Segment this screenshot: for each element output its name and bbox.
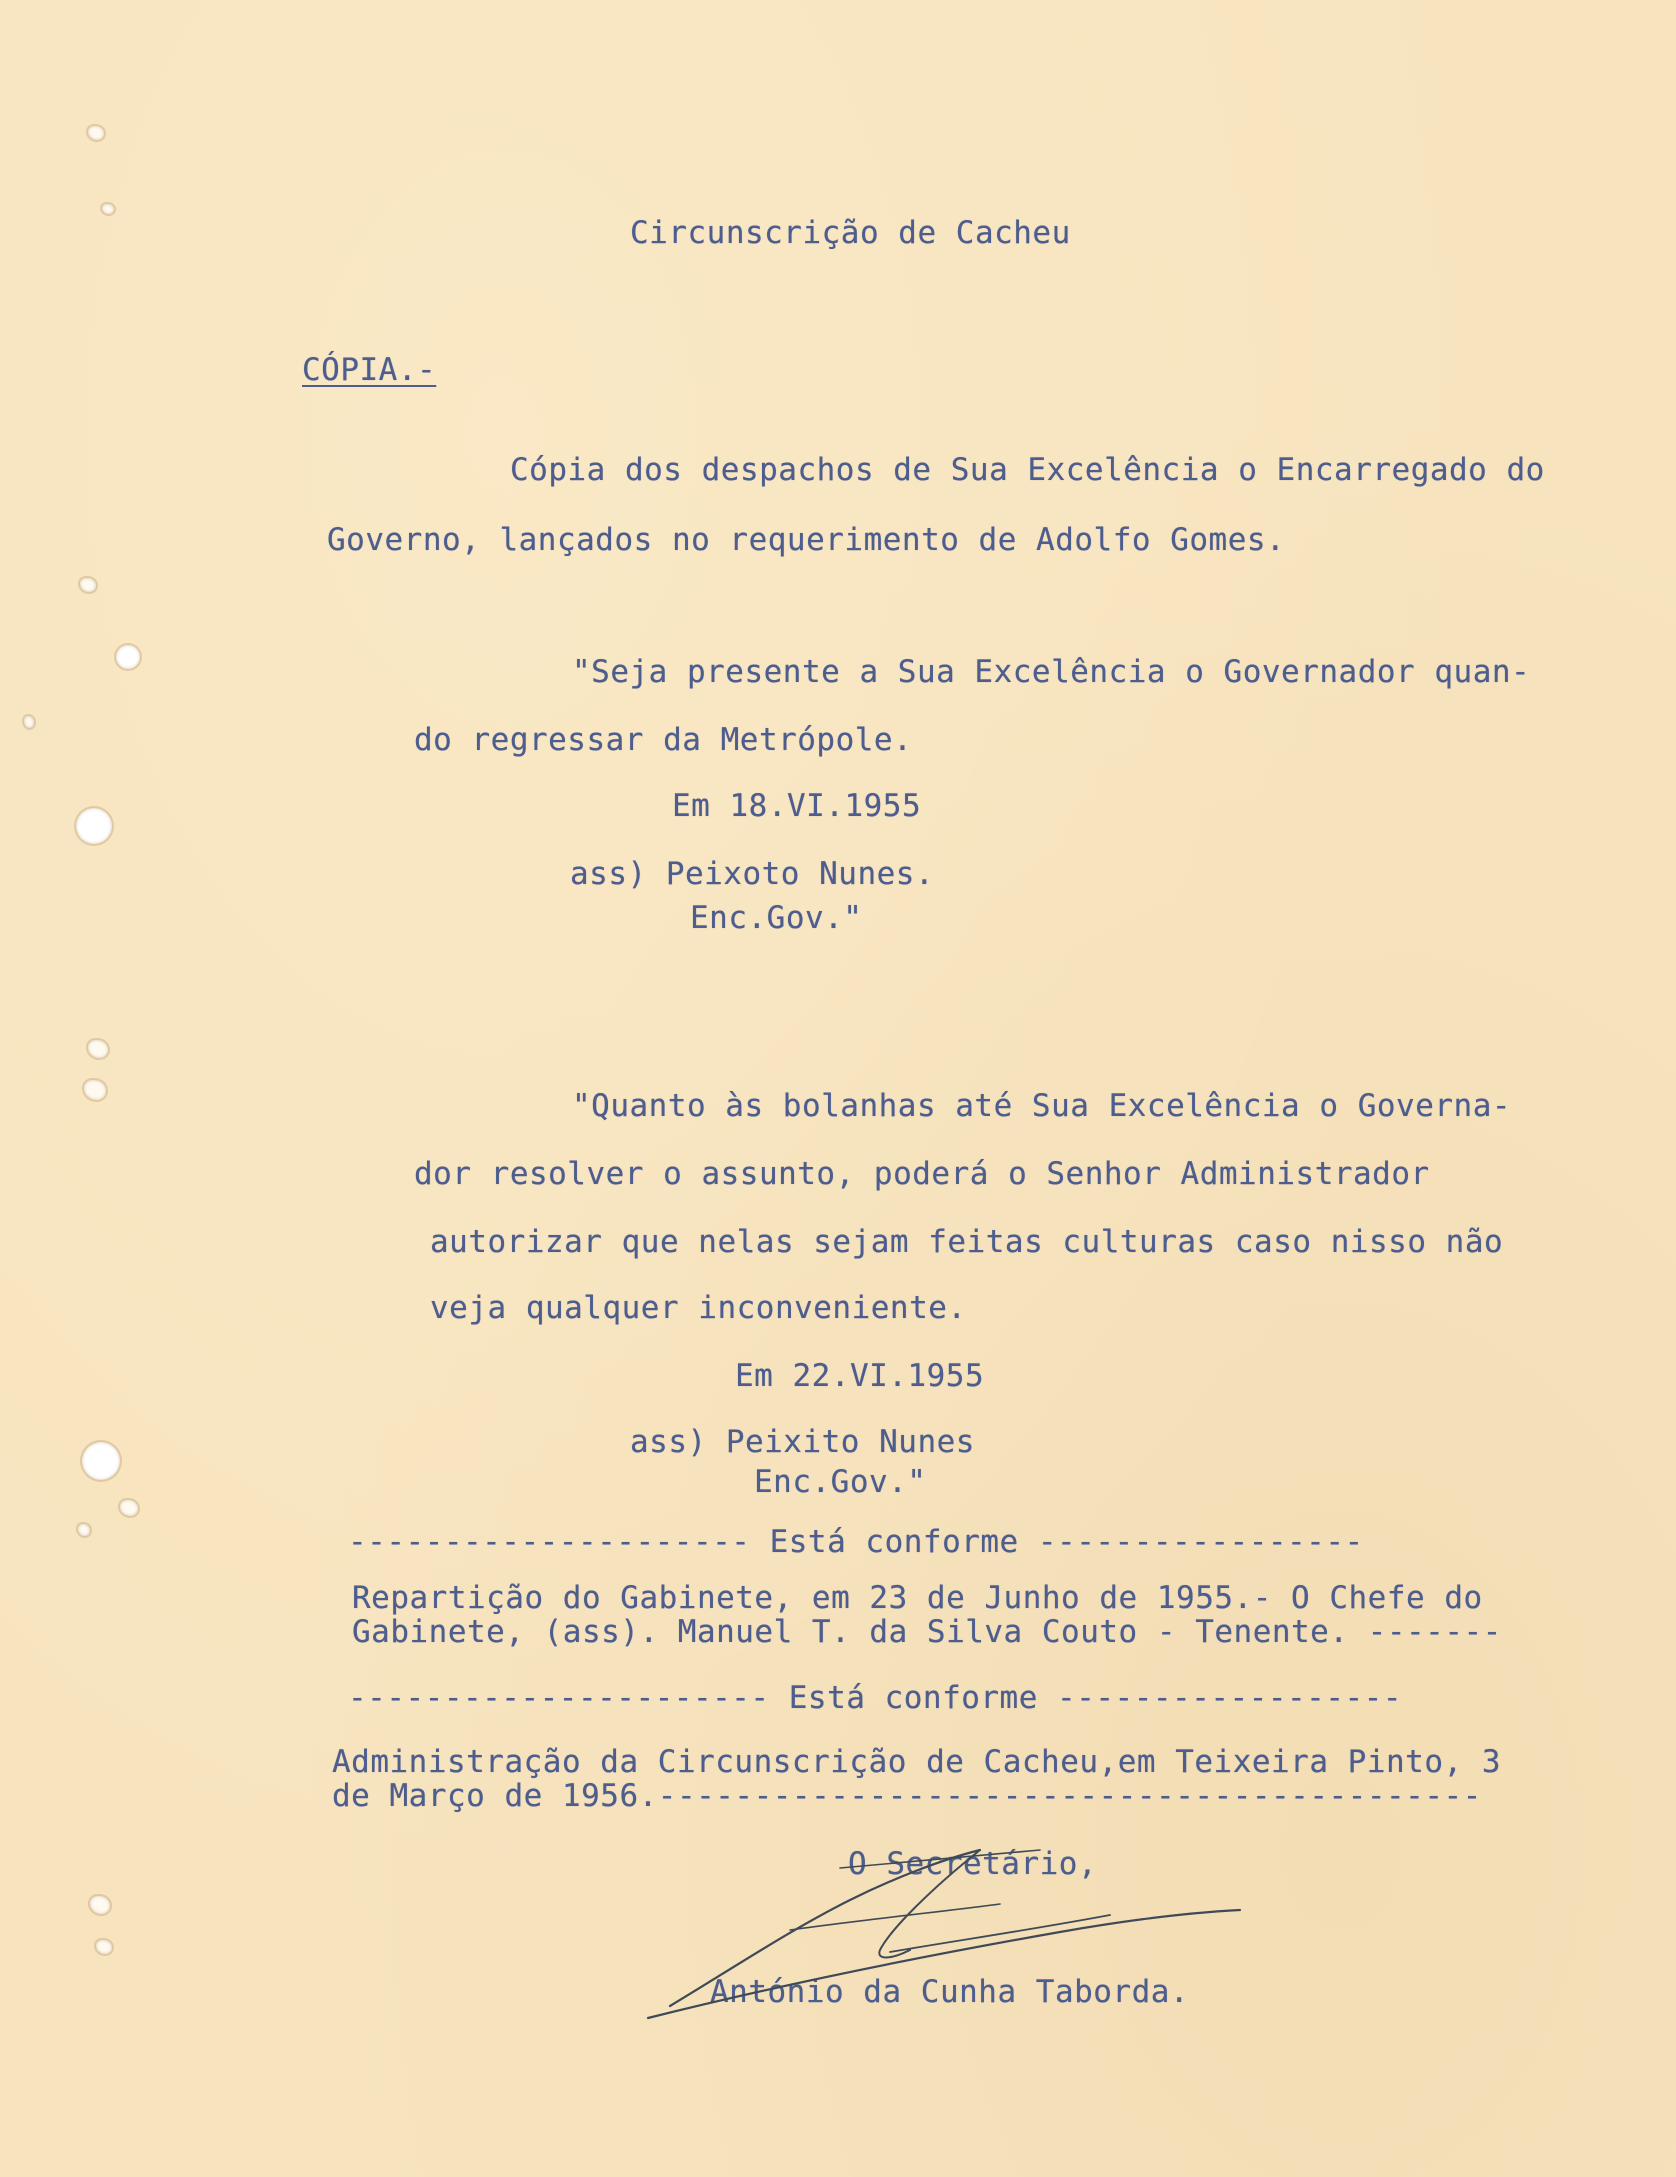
dispatch-line: "Quanto às bolanhas até Sua Excelência o Governa- <box>572 1088 1512 1124</box>
conforme-divider: --------------------- Está conforme ----------------- <box>348 1524 1364 1560</box>
punch-hole <box>82 1442 120 1480</box>
dispatch-title: Enc.Gov." <box>754 1464 927 1500</box>
document-header: Circunscrição de Cacheu <box>630 215 1071 251</box>
conforme-line: de Março de 1956.------------------------------------------- <box>332 1778 1482 1814</box>
secretary-name: António da Cunha Taborda. <box>710 1974 1190 2010</box>
dispatch-date: Em 22.VI.1955 <box>735 1358 985 1394</box>
conforme-divider: ---------------------- Está conforme ------------------ <box>348 1680 1402 1716</box>
dispatch-line: "Seja presente a Sua Excelência o Governador quan- <box>572 654 1531 690</box>
dispatch-line: veja qualquer inconveniente. <box>430 1290 967 1326</box>
torn-hole <box>88 126 104 140</box>
torn-hole <box>96 1940 112 1954</box>
copy-label: CÓPIA.- <box>302 352 437 388</box>
punch-hole <box>76 808 112 844</box>
torn-hole <box>102 204 114 214</box>
conforme-line: Administração da Circunscrição de Cacheu,em Teixeira Pinto, 3 <box>332 1744 1501 1780</box>
torn-hole <box>78 1524 90 1536</box>
handwritten-signature <box>640 1820 1260 2040</box>
torn-hole <box>90 1896 110 1914</box>
dispatch-title: Enc.Gov." <box>690 900 863 936</box>
intro-line: Cópia dos despachos de Sua Excelência o Encarregado do <box>510 452 1545 488</box>
intro-line: Governo, lançados no requerimento de Adolfo Gomes. <box>327 522 1286 558</box>
dispatch-line: autorizar que nelas sejam feitas culturas caso nisso não <box>430 1224 1504 1260</box>
punch-hole <box>116 645 140 669</box>
dispatch-line: do regressar da Metrópole. <box>414 722 913 758</box>
dispatch-signature: ass) Peixoto Nunes. <box>570 856 935 892</box>
torn-hole <box>88 1040 108 1058</box>
secretary-role: O Secretário, <box>848 1846 1098 1882</box>
torn-hole <box>84 1080 106 1100</box>
dispatch-line: dor resolver o assunto, poderá o Senhor Administrador <box>414 1156 1430 1192</box>
conforme-line: Repartição do Gabinete, em 23 de Junho de 1955.- O Chefe do <box>352 1580 1483 1616</box>
torn-hole <box>120 1500 138 1516</box>
torn-hole <box>24 716 34 728</box>
conforme-line: Gabinete, (ass). Manuel T. da Silva Couto - Tenente. ------- <box>352 1614 1502 1650</box>
dispatch-signature: ass) Peixito Nunes <box>630 1424 975 1460</box>
torn-hole <box>80 578 96 592</box>
dispatch-date: Em 18.VI.1955 <box>672 788 922 824</box>
